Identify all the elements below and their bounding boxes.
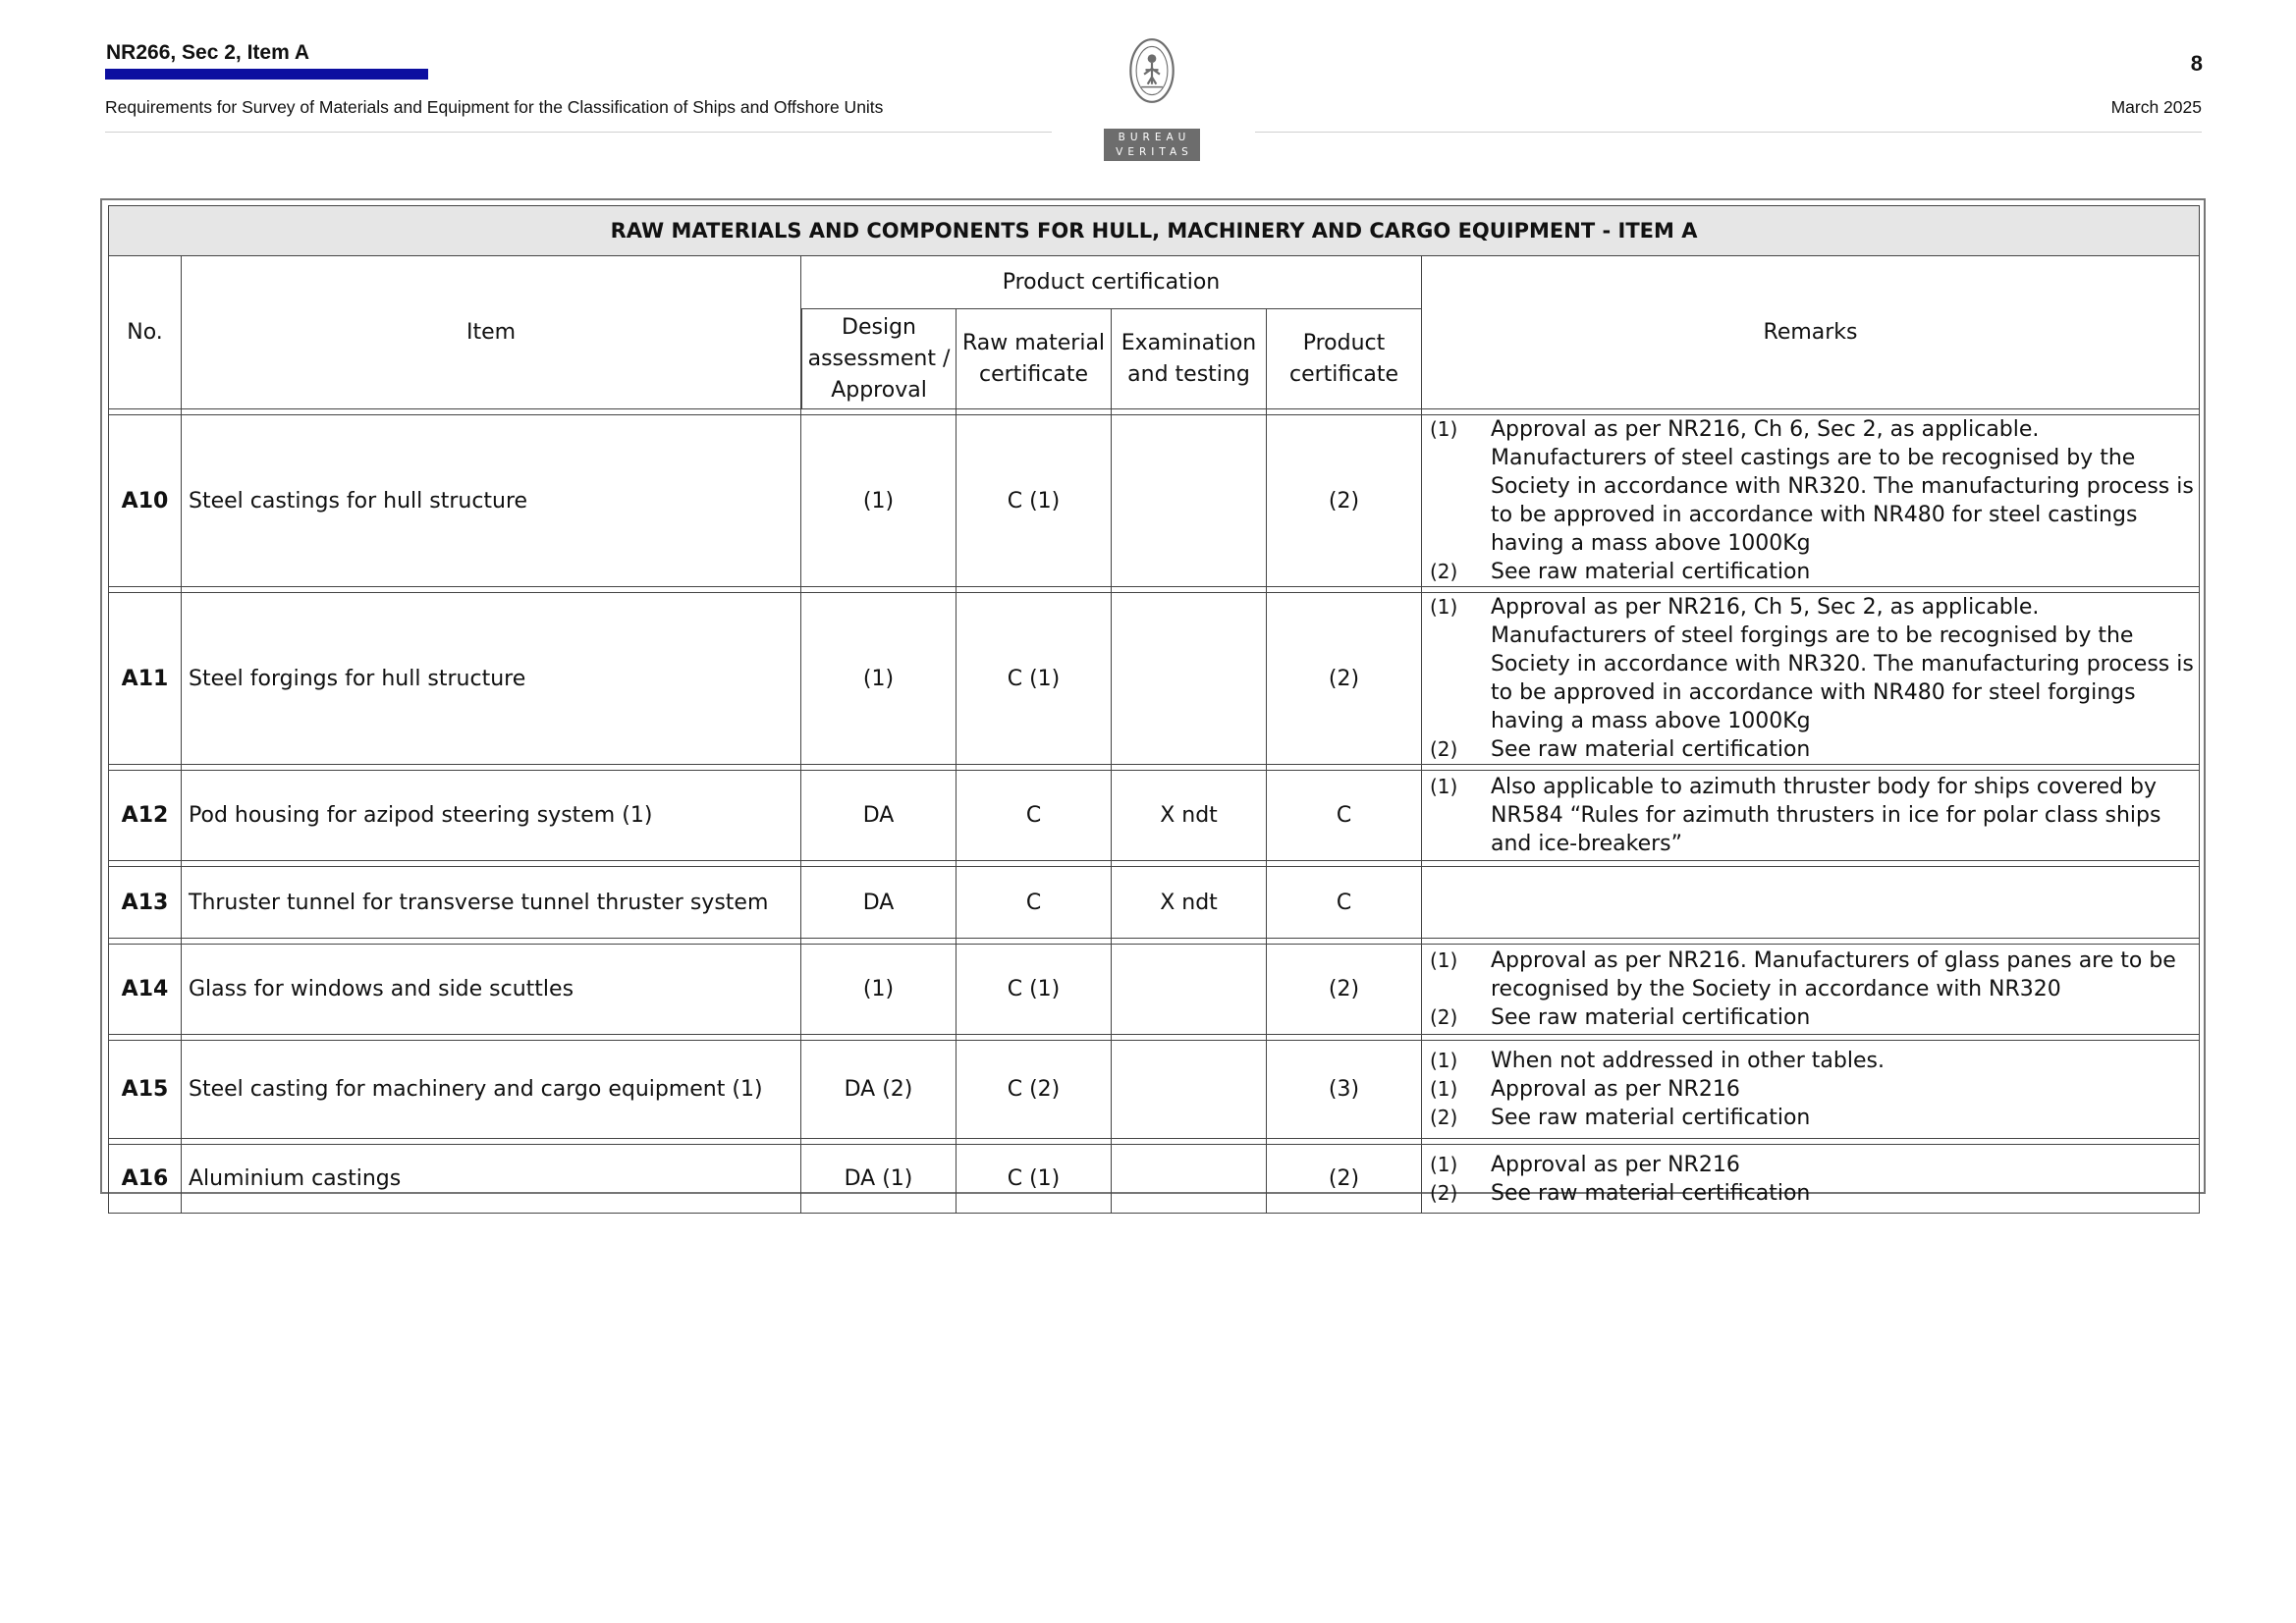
remark-text: Approval as per NR216. Manufacturers of glass panes are to be recognised by the Society in accordance with NR320 — [1491, 948, 2176, 1001]
row-design: DA (1) — [801, 1145, 957, 1214]
row-remarks — [1422, 415, 2200, 587]
row-product: C — [1267, 867, 1422, 939]
remark-item — [1422, 1003, 2199, 1032]
row-exam — [1112, 1041, 1267, 1139]
row-design: (1) — [801, 415, 957, 587]
remark-number: (2) — [1430, 1180, 1458, 1205]
row-item: Steel forgings for hull structure — [182, 593, 801, 765]
row-product: (2) — [1267, 415, 1422, 587]
row-number: A14 — [108, 945, 182, 1035]
document-code: NR266, Sec 2, Item A — [106, 41, 309, 64]
column-header-product: Product certificate — [1267, 309, 1422, 409]
remark-text: Approval as per NR216 — [1491, 1152, 1740, 1177]
row-number: A11 — [108, 593, 182, 765]
column-header-remarks: Remarks — [1422, 256, 2200, 409]
remark-number: (2) — [1430, 1005, 1458, 1029]
row-design: DA (2) — [801, 1041, 957, 1139]
remark-item — [1422, 1075, 2199, 1104]
remark-item — [1422, 558, 2199, 586]
remark-text: See raw material certification — [1491, 737, 1811, 762]
row-product: C — [1267, 771, 1422, 861]
row-item: Steel casting for machinery and cargo equipment (1) — [182, 1041, 801, 1139]
row-remarks — [1422, 771, 2200, 861]
remark-item — [1422, 1151, 2199, 1179]
row-design: (1) — [801, 593, 957, 765]
column-header-item: Item — [182, 256, 801, 409]
row-design: DA — [801, 771, 957, 861]
remark-text: When not addressed in other tables. — [1491, 1049, 1885, 1073]
remark-text: See raw material certification — [1491, 1005, 1811, 1030]
table-row — [108, 415, 2200, 587]
row-product: (2) — [1267, 945, 1422, 1035]
requirements-table — [108, 205, 2200, 1214]
remark-item — [1422, 947, 2199, 1003]
row-remarks — [1422, 1145, 2200, 1214]
row-remarks — [1422, 867, 2200, 939]
remark-text: Approval as per NR216 — [1491, 1077, 1740, 1102]
header-divider-right — [1255, 132, 2202, 133]
row-number: A10 — [108, 415, 182, 587]
row-exam — [1112, 415, 1267, 587]
row-number: A15 — [108, 1041, 182, 1139]
row-item: Aluminium castings — [182, 1145, 801, 1214]
remark-text: Approval as per NR216, Ch 5, Sec 2, as applicable. Manufacturers of steel forgings are to be recognised by the Society in accordance with NR320. The manufacturing process is to be approved in accordance with NR480 for steel forgings having a mass above 1000Kg — [1491, 595, 2194, 733]
remark-number: (1) — [1430, 595, 1458, 619]
row-item: Thruster tunnel for transverse tunnel thruster system — [182, 867, 801, 939]
remark-number: (1) — [1430, 1152, 1458, 1176]
table-row — [108, 593, 2200, 765]
row-raw: C (2) — [957, 1041, 1112, 1139]
row-remarks — [1422, 593, 2200, 765]
row-number: A12 — [108, 771, 182, 861]
row-item: Pod housing for azipod steering system (1) — [182, 771, 801, 861]
group-header-product-certification: Product certification — [801, 256, 1422, 309]
remark-number: (1) — [1430, 1077, 1458, 1101]
row-raw: C (1) — [957, 415, 1112, 587]
remark-item — [1422, 773, 2199, 858]
row-product: (2) — [1267, 1145, 1422, 1214]
row-design: DA — [801, 867, 957, 939]
row-raw: C (1) — [957, 1145, 1112, 1214]
page-number: 8 — [2190, 51, 2203, 76]
row-item: Steel castings for hull structure — [182, 415, 801, 587]
table-row — [108, 771, 2200, 861]
header-divider-left — [105, 132, 1052, 133]
row-exam: X ndt — [1112, 771, 1267, 861]
row-raw: C — [957, 867, 1112, 939]
remark-text: See raw material certification — [1491, 1180, 1811, 1206]
remark-item — [1422, 415, 2199, 558]
remark-item — [1422, 1047, 2199, 1075]
remark-text: Also applicable to azimuth thruster body for ships covered by NR584 “Rules for azimuth thrusters in ice for polar class ships and ice-breakers” — [1491, 775, 2161, 856]
bureau-veritas-logo-icon — [1104, 37, 1200, 130]
remark-text: Approval as per NR216, Ch 6, Sec 2, as applicable. Manufacturers of steel castings are to be recognised by the Society in accordance with NR320. The manufacturing process is to be approved in accordance with NR480 for steel castings having a mass above 1000Kg — [1491, 417, 2194, 556]
row-exam — [1112, 945, 1267, 1035]
remark-number: (1) — [1430, 775, 1458, 798]
row-raw: C (1) — [957, 945, 1112, 1035]
row-exam — [1112, 593, 1267, 765]
remark-number: (2) — [1430, 1106, 1458, 1129]
row-item: Glass for windows and side scuttles — [182, 945, 801, 1035]
document-date: March 2025 — [2110, 97, 2202, 117]
row-exam: X ndt — [1112, 867, 1267, 939]
remark-number: (1) — [1430, 948, 1458, 972]
row-number: A16 — [108, 1145, 182, 1214]
remark-number: (1) — [1430, 417, 1458, 441]
row-exam — [1112, 1145, 1267, 1214]
row-product: (3) — [1267, 1041, 1422, 1139]
column-header-raw: Raw material certificate — [957, 309, 1112, 409]
table-title: RAW MATERIALS AND COMPONENTS FOR HULL, MACHINERY AND CARGO EQUIPMENT - ITEM A — [108, 205, 2200, 256]
remark-item — [1422, 1179, 2199, 1208]
row-product: (2) — [1267, 593, 1422, 765]
logo-text-veritas: VERITAS — [1116, 146, 1193, 158]
remark-item — [1422, 1104, 2199, 1132]
remark-number: (1) — [1430, 1049, 1458, 1072]
column-header-exam: Examination and testing — [1112, 309, 1267, 409]
row-raw: C — [957, 771, 1112, 861]
remark-text: See raw material certification — [1491, 1106, 1811, 1130]
table-row — [108, 945, 2200, 1035]
column-header-design: Design assessment / Approval — [801, 309, 957, 409]
row-raw: C (1) — [957, 593, 1112, 765]
remark-item — [1422, 735, 2199, 764]
logo-wordmark — [1104, 129, 1200, 161]
row-design: (1) — [801, 945, 957, 1035]
column-header-no: No. — [108, 256, 182, 409]
remark-number: (2) — [1430, 560, 1458, 583]
row-remarks — [1422, 1041, 2200, 1139]
header-accent-bar — [105, 69, 428, 80]
table-row — [108, 1145, 2200, 1214]
remark-text: See raw material certification — [1491, 560, 1811, 584]
table-row — [108, 1041, 2200, 1139]
logo-text-bureau: BUREAU — [1118, 132, 1191, 143]
remark-item — [1422, 593, 2199, 735]
row-remarks — [1422, 945, 2200, 1035]
remark-number: (2) — [1430, 737, 1458, 761]
table-row — [108, 867, 2200, 939]
row-number: A13 — [108, 867, 182, 939]
document-title: Requirements for Survey of Materials and Equipment for the Classification of Ships and Offshore Units — [105, 97, 884, 117]
